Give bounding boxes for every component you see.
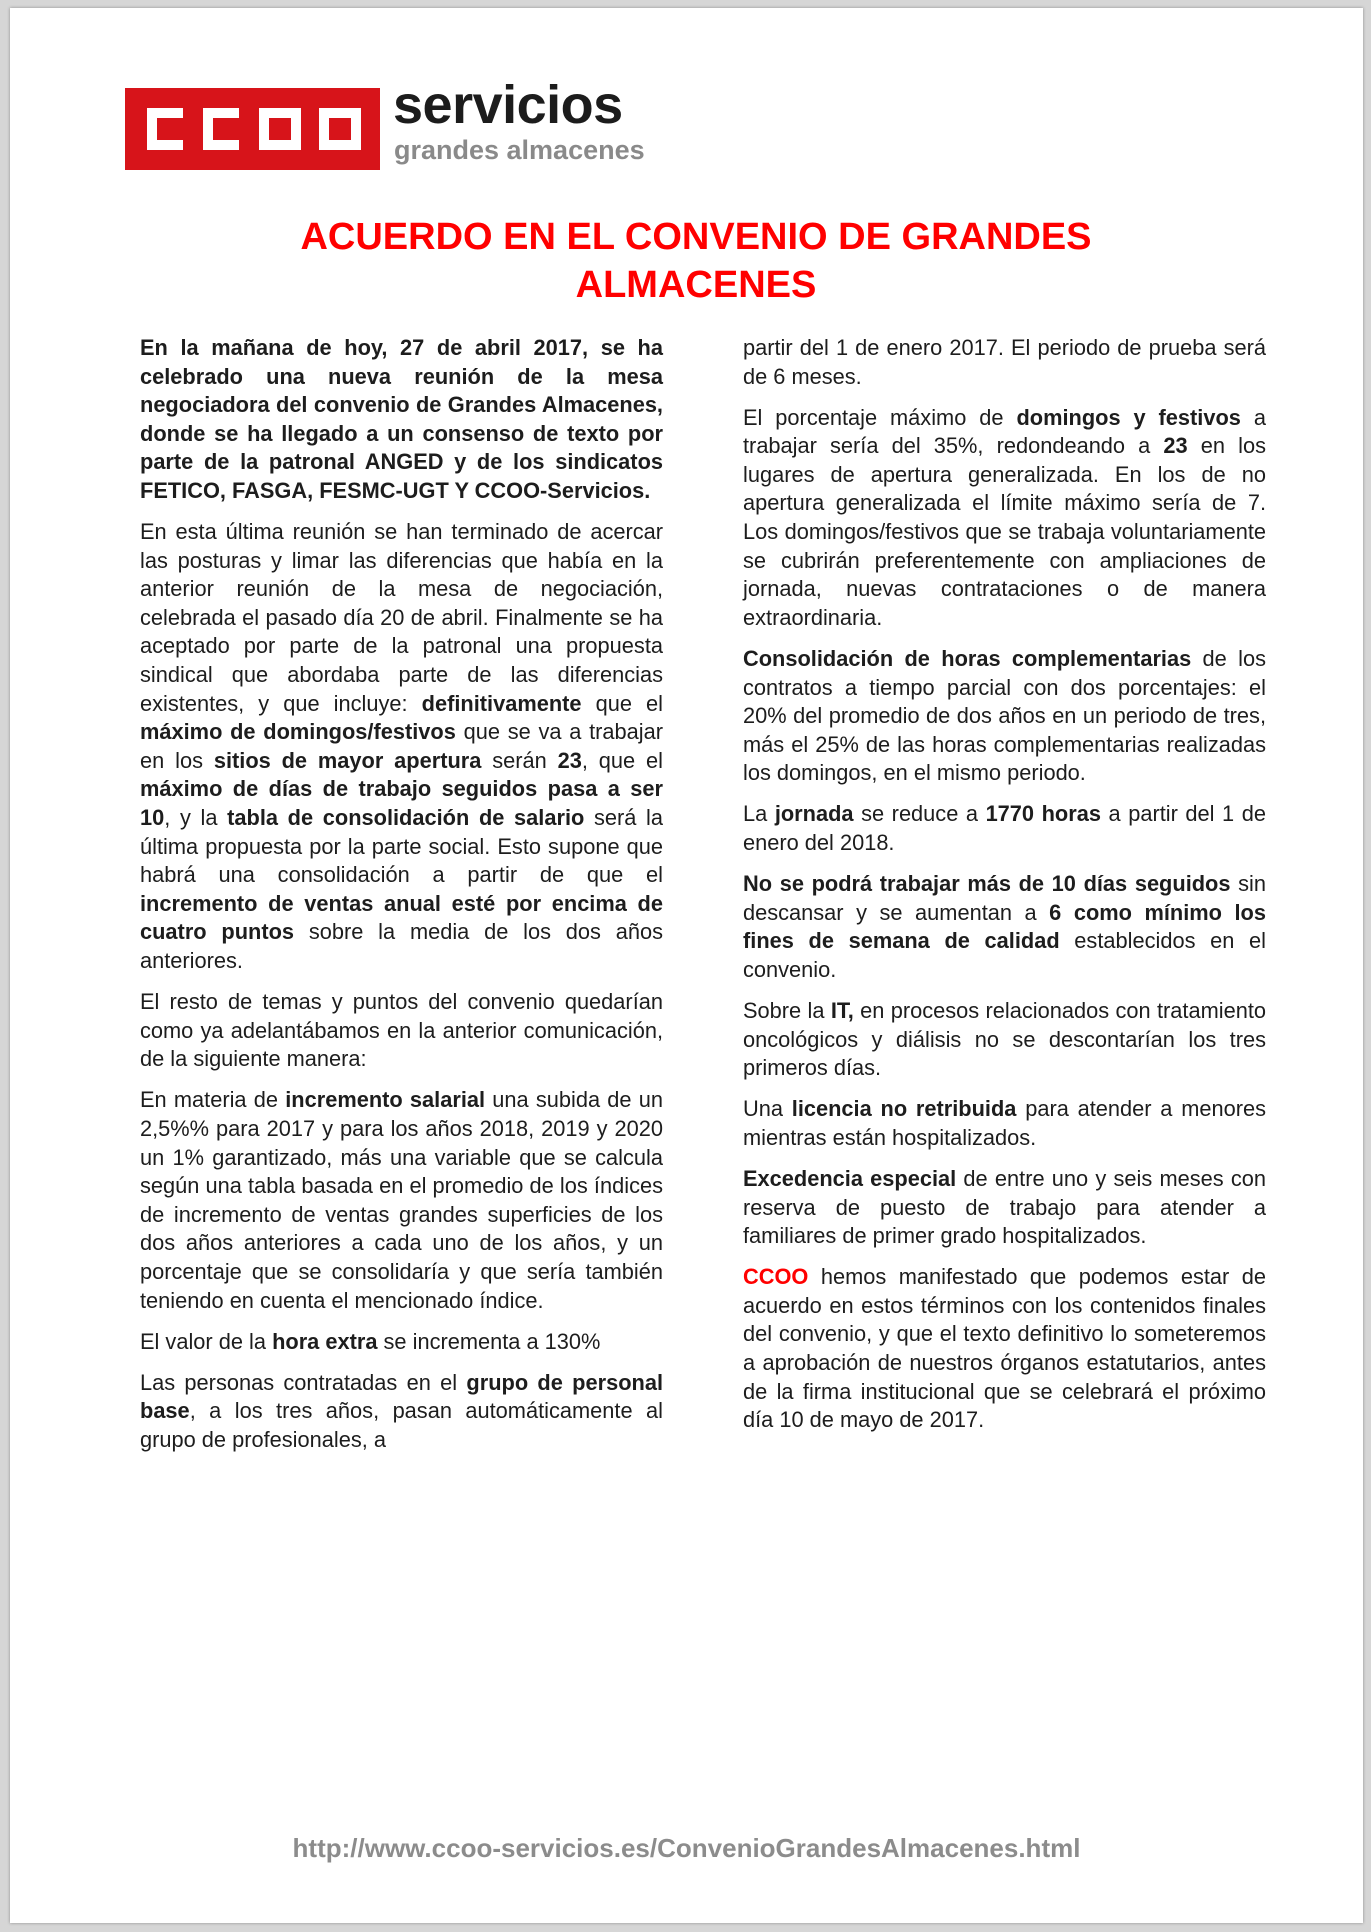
intro-paragraph bbox=[140, 334, 663, 506]
bold-run: 6 como mínimo los fines de semana de calidad bbox=[743, 899, 1266, 954]
bold-run: incremento salarial bbox=[285, 1087, 486, 1113]
text-run: una subida de un 2,5%% para 2017 y para los años 2018, 2019 y 2020 un 1% garantizado, más una variable que se calcula según una tabla basada en el promedio de los índices de incremento de ventas grandes superficies de los dos años anteriores a cada uno de los años, y un porcentaje que se consolidaría y que sería también teniendo en cuenta el mencionado índice. bbox=[140, 1087, 663, 1313]
text-run: que el bbox=[581, 690, 663, 716]
bold-run: 23 bbox=[557, 747, 582, 773]
bold-run: No se podrá trabajar más de 10 días seguidos bbox=[743, 871, 1231, 897]
working-hours-paragraph bbox=[743, 800, 1266, 857]
bold-run: 23 bbox=[1163, 433, 1188, 459]
logo-wordmark: servicios bbox=[393, 75, 623, 135]
text-run: será la última propuesta por la parte social. Esto supone que habrá una consolidación a partir de que el bbox=[140, 805, 664, 888]
bold-run: definitivamente bbox=[421, 690, 582, 716]
bold-run: tabla de consolidación de salario bbox=[227, 805, 585, 830]
ccoo-statement-paragraph bbox=[743, 1263, 1266, 1435]
bold-run: sitios de mayor apertura bbox=[213, 747, 482, 773]
complementary-hours-paragraph bbox=[743, 645, 1266, 788]
text-run: La bbox=[743, 801, 775, 827]
sick-leave-paragraph bbox=[743, 997, 1266, 1083]
overtime-paragraph bbox=[140, 1328, 663, 1357]
sundays-paragraph bbox=[743, 404, 1266, 633]
intro-text: En la mañana de hoy, 27 de abril 2017, se ha celebrado una nueva reunión de la mesa negociadora del convenio de Grandes Almacenes, donde se ha llegado a un consenso de texto por parte de la patronal ANGED y de los sindicatos FETICO, FASGA, FESMC-UGT Y CCOO-Servicios. bbox=[140, 335, 663, 503]
text-run: establecidos en el convenio. bbox=[743, 928, 1266, 982]
text-run: El valor de la bbox=[140, 1328, 273, 1354]
title-line-1: ACUERDO EN EL CONVENIO DE GRANDES bbox=[300, 216, 1092, 258]
text-run: en los lugares de apertura generalizada. En los de no apertura generalizada el límite máximo sería de 7. Los domingos/festivos que se trabaja voluntariamente se cubrirán preferentemente con ampliaciones de jornada, nuevas contrataciones o de manera extraordinaria. bbox=[743, 433, 1266, 630]
text-run: , que el bbox=[581, 747, 663, 773]
remaining-topics-paragraph: El resto de temas y puntos del convenio quedarían como ya adelantábamos en la anterior comunicación, de la siguiente manera: bbox=[140, 989, 663, 1072]
bold-run: máximo de domingos/festivos bbox=[140, 719, 456, 745]
special-leave-paragraph bbox=[743, 1165, 1266, 1251]
text-run: para atender a menores mientras están hospitalizados. bbox=[743, 1096, 1266, 1150]
text-run: a trabajar sería del 35%, redondeando a bbox=[743, 404, 1266, 459]
text-run: de entre uno y seis meses con reserva de puesto de trabajo para atender a familiares de primer grado hospitalizados. bbox=[743, 1165, 1266, 1249]
text-run: En esta última reunión se han terminado de acercar las posturas y limar las diferencias que había en la anterior reunión de la mesa de negociación, celebrada el pasado día 20 de abril. Finalmente se ha aceptado por parte de la patronal una propuesta sindical que abordaba parte de las diferencias existentes, y que incluye: bbox=[140, 519, 663, 716]
base-staff-paragraph bbox=[140, 1369, 663, 1455]
text-run: En materia de bbox=[140, 1087, 286, 1113]
text-run: Sobre la bbox=[743, 997, 831, 1023]
title-line-2: ALMACENES bbox=[575, 264, 817, 306]
meeting-paragraph bbox=[140, 518, 663, 976]
consecutive-days-paragraph bbox=[743, 870, 1266, 984]
bold-run: 1770 horas bbox=[985, 801, 1101, 827]
text-run: serán bbox=[481, 747, 558, 773]
ccoo-highlight: CCOO bbox=[743, 1264, 809, 1290]
bold-run: Excedencia especial bbox=[743, 1165, 957, 1191]
footer-url[interactable]: http://www.ccoo-servicios.es/ConvenioGrandesAlmacenes.html bbox=[292, 1833, 1081, 1863]
text-run: El porcentaje máximo de bbox=[743, 404, 1017, 430]
ccoo-letters-graphic bbox=[125, 88, 380, 170]
text-run: sobre la media de los dos años anteriores. bbox=[140, 919, 664, 973]
text-run: en procesos relacionados con tratamiento oncológicos y diálisis no se descontarían los tres primeros días. bbox=[743, 997, 1266, 1081]
document-page bbox=[10, 8, 1363, 1923]
text-run: que se va a trabajar en los bbox=[140, 719, 663, 773]
bold-run: domingos y festivos bbox=[1016, 404, 1241, 430]
bold-run: incremento de ventas anual esté por encima de cuatro puntos bbox=[140, 890, 663, 945]
text-run: hemos manifestado que podemos estar de acuerdo en estos términos con los contenidos finales del convenio, y que el texto definitivo lo someteremos a aprobación de nuestros órganos estatutarios, antes de la firma institucional que se celebrará el próximo día 10 de mayo de 2017. bbox=[743, 1264, 1266, 1433]
ccoo-logo-mark bbox=[125, 88, 380, 170]
document-title bbox=[130, 213, 1262, 309]
trial-period-paragraph: partir del 1 de enero 2017. El periodo de prueba será de 6 meses. bbox=[743, 335, 1266, 389]
bold-run: jornada bbox=[774, 801, 854, 827]
bold-run: grupo de personal base bbox=[140, 1369, 664, 1424]
text-run: se incrementa a 130% bbox=[377, 1328, 601, 1354]
logo-subtitle: grandes almacenes bbox=[394, 135, 645, 165]
salary-paragraph bbox=[140, 1086, 663, 1315]
text-run: Las personas contratadas en el bbox=[140, 1369, 467, 1395]
text-run: de los contratos a tiempo parcial con dos porcentajes: el 20% del promedio de dos años en un periodo de tres, más el 25% de las horas complementarias realizadas los domingos, en el mismo periodo. bbox=[743, 645, 1266, 786]
unpaid-leave-paragraph bbox=[743, 1095, 1266, 1152]
bold-run: IT, bbox=[830, 997, 854, 1023]
text-run: , y la bbox=[164, 805, 228, 830]
bold-run: máximo de días de trabajo seguidos pasa a ser 10 bbox=[140, 776, 663, 830]
text-run: Una bbox=[743, 1096, 792, 1122]
left-column bbox=[140, 334, 663, 1467]
bold-run: licencia no retribuida bbox=[791, 1096, 1017, 1122]
right-column bbox=[743, 334, 1266, 1447]
text-run: sin descansar y se aumentan a bbox=[743, 871, 1266, 925]
text-run: a partir del 1 de enero del 2018. bbox=[743, 801, 1266, 855]
bold-run: Consolidación de horas complementarias bbox=[743, 645, 1192, 671]
bold-run: hora extra bbox=[272, 1328, 378, 1354]
text-run: , a los tres años, pasan automáticamente al grupo de profesionales, a bbox=[140, 1398, 663, 1452]
text-run: se reduce a bbox=[853, 801, 986, 827]
